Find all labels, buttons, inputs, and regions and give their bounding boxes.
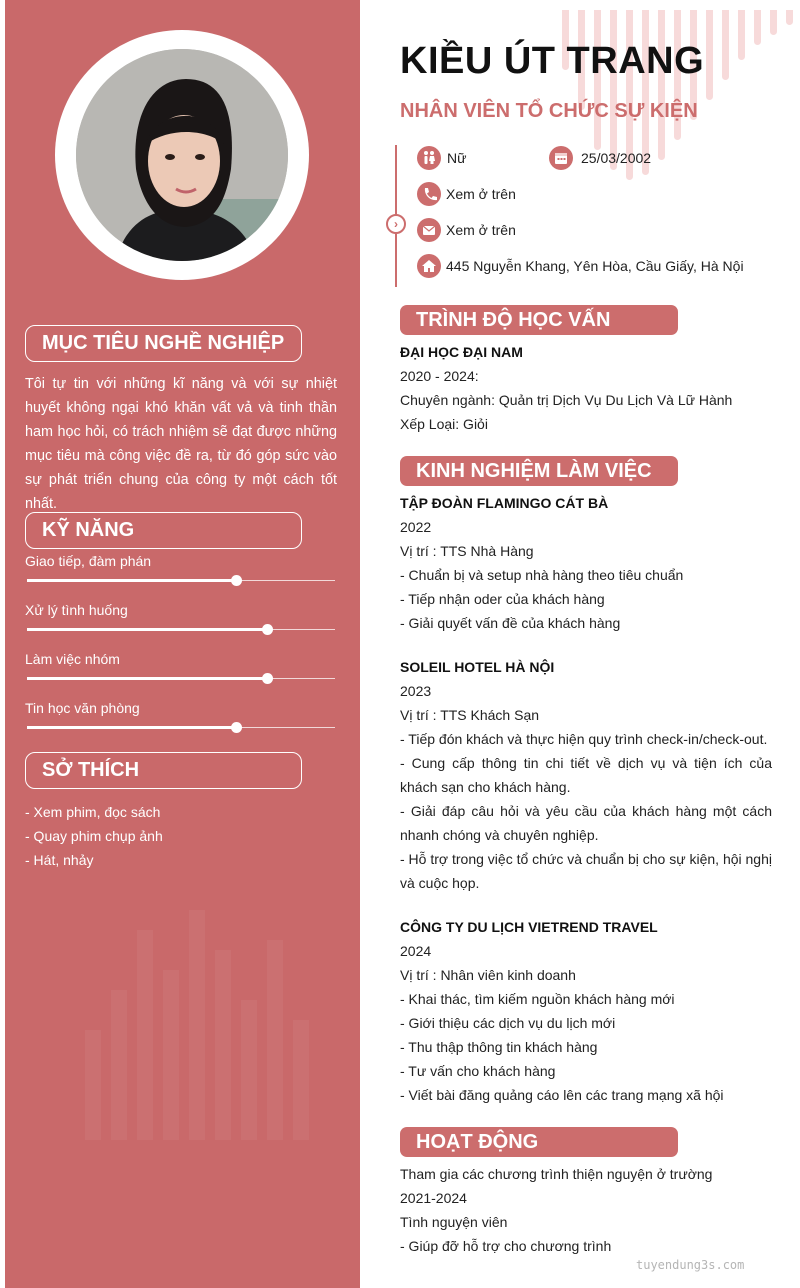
career-objective-text: Tôi tự tin với những kĩ năng và với sự nhiệt huyết không ngại khó khăn vất vả và tinh thần ham học hỏi, có trách nhiệm sẽ đạt được những mục tiêu mà công việc đề ra, từ đó góp sức vào sự phát triển chung của công ty một cách tốt nhất. [25,376,337,512]
skill-bar [27,580,335,581]
job-year: 2023 [400,683,432,699]
email-icon [417,218,441,242]
job-year: 2024 [400,943,432,959]
job-title: NHÂN VIÊN TỔ CHỨC SỰ KIỆN [400,100,698,122]
phone-icon [417,182,441,206]
education-rank: Xếp Loại: Giỏi [400,416,488,432]
activities-block [400,1162,772,1258]
job-entry [400,491,772,635]
job-year: 2022 [400,519,432,535]
job-duty: - Hỗ trợ trong việc tổ chức và chuẩn bị cho sự kiện, hội nghị và cuộc họp. [400,851,772,891]
job-duty: - Tiếp nhận oder của khách hàng [400,591,605,607]
job-entry [400,915,772,1107]
skill-knob [262,624,273,635]
experience-title: KINH NGHIỆM LÀM VIỆC [400,456,678,486]
sidebar [5,0,360,1288]
skill-knob [262,673,273,684]
job-duty: - Thu thập thông tin khách hàng [400,1039,598,1055]
job-duty: - Tư vấn cho khách hàng [400,1063,556,1079]
education-major: Chuyên ngành: Quản trị Dịch Vụ Du Lịch Và Lữ Hành [400,392,733,408]
activity-line: Tình nguyện viên [400,1214,508,1230]
activity-line: Tham gia các chương trình thiện nguyện ở trường [400,1166,713,1182]
career-objective-title: MỤC TIÊU NGHỀ NGHIỆP [25,325,302,362]
education-title: TRÌNH ĐỘ HỌC VẤN [400,305,678,335]
education-block [400,340,772,436]
job-duty: - Giới thiệu các dịch vụ du lịch mới [400,1015,616,1031]
job-duty: - Giải đáp câu hỏi và yêu cầu của khách hàng một cách nhanh chóng và chuyên nghiệp. [400,803,772,843]
school-name: ĐẠI HỌC ĐẠI NAM [400,344,523,360]
skill-label: Tin học văn phòng [25,700,140,716]
candidate-name: KIỀU ÚT TRANG [400,40,705,82]
skill-label: Làm việc nhóm [25,651,120,667]
chevron-right-icon: › [386,214,406,234]
gender-value: Nữ [447,150,467,166]
activity-line: 2021-2024 [400,1190,467,1206]
skill-label: Giao tiếp, đàm phán [25,553,152,569]
skill-label: Xử lý tình huống [25,602,128,618]
job-entry [400,655,772,895]
job-position: Vị trí : Nhân viên kinh doanh [400,967,576,983]
avatar [76,49,288,261]
company-name: TẬP ĐOÀN FLAMINGO CÁT BÀ [400,495,609,511]
hobbies-list [25,800,163,872]
activities-title: HOẠT ĐỘNG [400,1127,678,1157]
phone-value: Xem ở trên [446,186,516,202]
hobby-item: - Hát, nhảy [25,852,94,868]
birthdate-value: 25/03/2002 [581,150,652,166]
skill-knob [231,722,242,733]
address-value: 445 Nguyễn Khang, Yên Hòa, Cầu Giấy, Hà Nội [446,258,744,274]
hobby-item: - Xem phim, đọc sách [25,804,161,820]
company-name: CÔNG TY DU LỊCH VIETREND TRAVEL [400,919,658,935]
sidebar-decoration [85,900,325,1140]
skills-title: KỸ NĂNG [25,512,302,549]
job-duty: - Giải quyết vấn đề của khách hàng [400,615,621,631]
watermark: tuyendung3s.com [636,1258,745,1272]
hobbies-title: SỞ THÍCH [25,752,302,789]
job-duty: - Chuẩn bị và setup nhà hàng theo tiêu chuẩn [400,567,684,583]
job-duty: - Cung cấp thông tin chi tiết về dịch vụ và tiện ích của khách sạn cho khách hàng. [400,755,772,795]
home-icon [417,254,441,278]
education-period: 2020 - 2024: [400,368,479,384]
activity-line: - Giúp đỡ hỗ trợ cho chương trình [400,1238,612,1254]
skill-bar [27,678,335,679]
job-position: Vị trí : TTS Khách Sạn [400,707,540,723]
email-value: Xem ở trên [446,222,516,238]
skill-knob [231,575,242,586]
job-duty: - Khai thác, tìm kiếm nguồn khách hàng mới [400,991,675,1007]
gender-icon [417,146,441,170]
hobby-item: - Quay phim chụp ảnh [25,828,163,844]
avatar-photo [76,49,288,261]
company-name: SOLEIL HOTEL HÀ NỘI [400,659,555,675]
job-duty: - Tiếp đón khách và thực hiện quy trình check-in/check-out. [400,731,768,747]
job-position: Vị trí : TTS Nhà Hàng [400,543,534,559]
skill-bar [27,727,335,728]
skill-bar [27,629,335,630]
job-duty: - Viết bài đăng quảng cáo lên các trang mạng xã hội [400,1087,724,1103]
calendar-icon [549,146,573,170]
avatar-frame [55,30,309,280]
